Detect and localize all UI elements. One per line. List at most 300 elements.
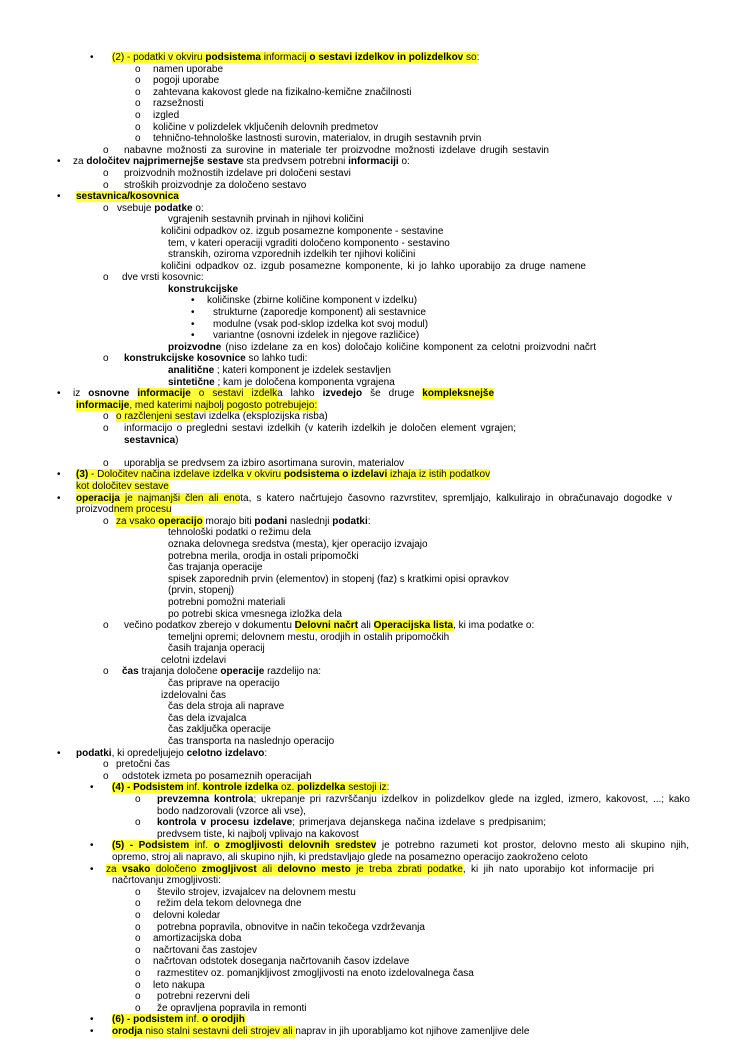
text-line <box>0 342 750 354</box>
line-text <box>153 956 409 968</box>
line-text <box>112 875 221 887</box>
text-segment: leto nakupa <box>153 979 205 991</box>
text-segment: ; primerjava dejanskega načina izdelave s predpisanim; <box>292 817 546 829</box>
text-segment: pretočni čas <box>116 759 170 771</box>
text-line <box>0 52 750 64</box>
line-text <box>153 64 223 76</box>
text-segment: ; ukrepanje pri razvrščanju izdelkov in polizdelkov glede na izgled, izmero, kakovost, ...; kako <box>253 794 690 805</box>
text-segment: razsežnosti <box>153 98 204 110</box>
text-line <box>0 701 750 713</box>
text-segment: delovni koledar <box>153 909 221 921</box>
line-text <box>157 991 250 1003</box>
highlighted-text: za vsako <box>116 515 159 527</box>
line-text <box>122 272 204 284</box>
line-text <box>168 724 271 736</box>
line-text <box>124 180 306 192</box>
text-line <box>0 771 750 783</box>
line-text <box>161 690 226 702</box>
text-segment: načrtovan odstotek doseganja načrtovanih časov izdelave <box>153 956 410 968</box>
line-text <box>124 168 351 180</box>
text-segment: čas dela stroja ali naprave <box>168 701 285 713</box>
highlighted-text: zmogljivost <box>201 863 257 875</box>
line-text <box>168 527 311 539</box>
line-text <box>116 516 371 528</box>
text-segment: odstotek izmeta po posameznih operacijah <box>122 770 312 782</box>
highlighted-text: (3) <box>76 469 89 481</box>
text-segment: ; kam je določena komponenta vgrajena <box>214 376 395 388</box>
text-segment: določitev najprimernejše sestave <box>86 156 244 168</box>
list-marker: o <box>135 98 141 110</box>
list-marker: • <box>90 52 94 63</box>
line-text <box>153 945 257 957</box>
line-text <box>73 388 494 400</box>
text-segment: modulne (vsak pod-sklop izdelka kot svoj modul) <box>213 318 429 330</box>
highlighted-text: (5) - Podsistem <box>112 840 190 852</box>
text-line <box>0 748 750 760</box>
list-marker: o <box>103 202 109 214</box>
text-segment: uporablja se predvsem za izbiro asortimana surovin, materialov <box>124 457 405 469</box>
list-marker: o <box>135 133 141 145</box>
text-segment: ; kateri komponent je izdelek sestavljen <box>214 365 391 377</box>
line-text <box>168 539 428 551</box>
list-marker: o <box>135 817 141 829</box>
highlighted-text: kompleksnejše <box>422 388 495 400</box>
line-text <box>76 481 169 493</box>
line-text <box>124 620 535 632</box>
text-segment: (prvin, stopenj) <box>168 585 235 597</box>
text-segment: o: <box>398 156 410 168</box>
text-line <box>0 226 750 238</box>
text-segment: čas <box>122 666 139 678</box>
highlighted-text: ali <box>256 863 278 875</box>
text-segment: je potrebno razumeti kot prostor, delovno mesto ali skupino njih, <box>376 840 689 852</box>
text-segment: tehnično-tehnološke lastnosti surovin, materialov, in drugih sestavnih prvin <box>153 133 482 145</box>
line-text <box>153 910 220 922</box>
text-segment: morajo biti <box>202 515 255 527</box>
highlighted-text: delovno mesto <box>277 863 351 875</box>
text-line <box>0 817 750 829</box>
text-line <box>0 597 750 609</box>
text-segment: : <box>476 52 480 63</box>
text-segment: amortizacijska doba <box>153 933 242 945</box>
text-line <box>0 168 750 180</box>
text-segment: čas transporta na naslednjo operacijo <box>168 736 335 748</box>
list-marker: o <box>135 1002 141 1014</box>
text-segment: tem, v kateri operaciji vgraditi določeno komponento - sestavino <box>168 237 450 249</box>
text-segment: stranskih, oziroma vzporednih izdelkih ter njihovi količini <box>168 249 416 261</box>
list-marker: o <box>135 121 141 133</box>
line-text <box>157 806 306 818</box>
highlighted-text: inf. <box>183 1014 203 1026</box>
text-segment: namen uporabe <box>153 63 224 75</box>
highlighted-text: (6) - podsistem <box>112 1014 184 1026</box>
line-text <box>168 214 364 226</box>
highlighted-text: informacije <box>137 388 191 400</box>
text-line <box>0 98 750 110</box>
text-line <box>0 122 750 134</box>
text-line <box>0 423 750 435</box>
text-segment: že opravljena popravila in remonti <box>157 1002 307 1014</box>
text-segment: dve vrsti kosovnic: <box>122 272 204 284</box>
text-line <box>0 724 750 736</box>
line-text <box>73 156 410 168</box>
text-line <box>0 377 750 389</box>
highlighted-text: izhaja iz istih podatkov <box>387 469 491 481</box>
list-marker: • <box>90 782 94 794</box>
line-text <box>161 261 586 273</box>
list-marker: o <box>135 794 141 805</box>
text-line <box>0 1026 750 1038</box>
text-line <box>0 980 750 992</box>
line-text <box>168 573 509 586</box>
text-line <box>0 666 750 678</box>
text-line <box>0 643 750 655</box>
text-segment: temeljni opremi; delovnem mestu, orodjih in ostalih pripomočkih <box>168 631 450 643</box>
text-segment: sta predvsem potrebni <box>243 156 349 168</box>
text-segment: celotni izdelavi <box>161 654 227 666</box>
text-segment: podatke <box>154 202 193 214</box>
line-text <box>112 782 389 794</box>
highlighted-text: kontrole izdelka <box>202 782 279 794</box>
text-line <box>0 1037 750 1049</box>
text-line <box>0 435 750 447</box>
list-marker: • <box>191 330 195 342</box>
text-line <box>0 504 750 516</box>
text-segment: o: <box>192 202 204 214</box>
highlighted-text: operacija <box>76 492 120 504</box>
text-segment: podani <box>254 515 288 527</box>
text-line <box>0 272 750 284</box>
highlighted-text: Delovni načrt <box>294 620 359 632</box>
text-line <box>0 330 750 342</box>
highlighted-text: o zmogljivosti delovnih sredstev <box>213 840 377 852</box>
line-text <box>168 632 449 644</box>
line-text <box>124 353 307 365</box>
text-segment: režim dela tekom delovnega dne <box>157 898 302 910</box>
highlighted-text: (2) - podatki v okviru <box>112 52 206 63</box>
text-line <box>0 713 750 725</box>
text-line <box>0 1003 750 1015</box>
text-line <box>0 933 750 945</box>
highlighted-text: sestavnica/kosovnica <box>76 191 179 203</box>
text-segment: podatki <box>332 515 368 527</box>
list-marker: o <box>103 457 109 469</box>
text-line <box>0 203 750 215</box>
text-line <box>0 840 750 852</box>
text-line <box>0 481 750 493</box>
text-segment: (niso izdelane za en kos) določajo količine komponent za celotni proizvodni načrt <box>221 341 596 353</box>
text-segment: naslednji <box>287 515 333 527</box>
text-line <box>0 446 750 458</box>
text-line <box>0 400 750 412</box>
text-segment: , ki opredeljujejo <box>111 747 187 759</box>
text-line <box>0 864 750 876</box>
list-marker: • <box>57 388 61 400</box>
list-marker: o <box>103 666 109 678</box>
text-line <box>0 887 750 899</box>
text-segment: oznaka delovnega sredstva (mesta), kjer operacijo izvajajo <box>168 538 428 550</box>
line-text <box>207 295 417 307</box>
text-segment: nabavne možnosti za surovine in materiale ter proizvodne možnosti izdelave drugih sestavin <box>124 144 549 156</box>
text-segment: stroških proizvodnje za določeno sestavo <box>124 179 307 191</box>
text-segment: vgrajenih sestavnih prvinah in njihovi količini <box>168 214 364 226</box>
text-segment: načrtovani čas zastojev <box>153 944 257 956</box>
list-marker: o <box>103 423 109 434</box>
list-marker: • <box>90 1014 94 1026</box>
text-segment: po potrebi skica vmesnega izložka dela <box>168 608 342 620</box>
line-text <box>112 52 479 64</box>
highlighted-text: podsistema o izdelavi <box>283 469 388 481</box>
text-segment: razmestitev oz. pomanjkljivost zmogljivosti na enoto izdelovalnega časa <box>157 967 474 979</box>
line-text <box>157 794 690 806</box>
text-line <box>0 388 750 400</box>
text-line <box>0 991 750 1003</box>
text-line <box>0 806 750 818</box>
text-segment: : <box>386 782 390 794</box>
text-segment: variantne (osnovni izdelek in njegove različice) <box>213 330 420 342</box>
line-text <box>116 411 328 423</box>
line-text <box>168 365 391 377</box>
text-line <box>0 945 750 957</box>
text-segment: količine v polizdelek vključenih delovnih predmetov <box>153 121 379 133</box>
line-text <box>157 898 302 910</box>
text-line <box>0 411 750 423</box>
text-segment: predvsem tiste, ki najbolj vplivajo na kakovost <box>157 828 359 840</box>
line-text <box>157 829 359 841</box>
text-line <box>0 493 750 505</box>
highlighted-text: Operacijska lista <box>373 620 454 632</box>
line-text <box>168 643 265 655</box>
highlighted-text: o razčlenjeni sest <box>116 411 194 423</box>
text-line <box>0 133 750 145</box>
list-marker: o <box>103 179 109 191</box>
text-line <box>0 875 750 887</box>
list-marker: o <box>135 956 141 968</box>
text-line <box>0 110 750 122</box>
line-text <box>76 748 267 760</box>
highlighted-text: o orodjih <box>202 1014 245 1026</box>
text-segment: osnovne <box>88 388 130 400</box>
line-text <box>161 655 226 667</box>
line-text <box>116 759 170 771</box>
text-line <box>0 690 750 702</box>
text-segment: strukturne (zaporedje komponent) ali sestavnice <box>213 307 426 319</box>
line-text <box>213 330 419 342</box>
line-text <box>124 145 549 157</box>
list-marker: o <box>135 979 141 991</box>
text-line <box>0 458 750 470</box>
text-segment: proizvod <box>76 504 114 516</box>
highlighted-text: niso stalni sestavni deli strojev ali <box>142 1025 296 1037</box>
list-marker: o <box>135 109 141 121</box>
line-text <box>112 1026 529 1038</box>
line-text <box>157 968 474 980</box>
list-marker: o <box>135 991 141 1003</box>
text-segment: a lahko <box>277 388 323 400</box>
highlighted-text: sestoji iz <box>345 782 387 794</box>
text-line <box>0 365 750 377</box>
text-segment: ) <box>175 434 179 446</box>
text-segment: količinske (zbirne količine komponent v izdelku) <box>207 295 418 307</box>
text-line <box>0 585 750 597</box>
list-marker: • <box>90 1025 94 1037</box>
text-line <box>0 539 750 551</box>
list-marker: o <box>103 411 109 423</box>
text-line <box>0 516 750 528</box>
text-line <box>0 956 750 968</box>
text-line <box>0 678 750 690</box>
list-marker: • <box>57 156 61 168</box>
highlighted-text: oz. <box>278 782 298 794</box>
line-text <box>157 1003 307 1015</box>
line-text <box>168 736 334 748</box>
line-text <box>168 342 596 354</box>
line-text <box>112 840 689 852</box>
list-marker: o <box>135 933 141 945</box>
text-segment: bodo nadzorovali (vzorce ali vse), <box>157 805 306 817</box>
text-line <box>0 64 750 76</box>
highlighted-text: je najmanjši člen ali eno <box>119 492 241 504</box>
text-segment: , ki ima podatke o: <box>453 620 535 632</box>
line-text <box>76 469 490 481</box>
line-text <box>157 887 356 899</box>
text-segment: sestavnica <box>124 434 176 446</box>
text-line <box>0 759 750 771</box>
line-text <box>153 98 204 110</box>
highlighted-text: je treba zbrati podatke <box>350 863 463 875</box>
text-segment: potrebna merila, orodja in ostali pripomočki <box>168 550 359 562</box>
list-marker: • <box>57 747 61 759</box>
text-segment: prevzemna kontrola <box>157 794 254 805</box>
text-segment: iz <box>73 388 89 400</box>
text-line <box>0 829 750 841</box>
line-text <box>112 852 588 864</box>
text-line <box>0 249 750 261</box>
list-marker: o <box>103 272 109 284</box>
highlighted-text: operacijo <box>158 515 203 527</box>
text-segment: avi izdelka (eksplozijska risba) <box>193 411 328 423</box>
text-segment: analitične <box>168 365 215 377</box>
list-marker: • <box>191 307 195 319</box>
text-line <box>0 736 750 748</box>
text-line <box>0 238 750 250</box>
text-segment: izvedejo <box>322 388 363 400</box>
text-segment: vsebuje <box>117 202 155 214</box>
list-marker: o <box>135 944 141 956</box>
line-text <box>168 713 246 725</box>
text-segment: trajanja določene <box>138 666 221 678</box>
line-text <box>168 551 359 563</box>
text-line <box>0 898 750 910</box>
line-text <box>161 226 443 238</box>
text-line <box>0 574 750 586</box>
text-line <box>0 319 750 331</box>
highlighted-text: informacij <box>260 52 310 63</box>
text-segment: podatki <box>76 747 112 759</box>
text-segment: količini odpadkov oz. izgub posamezne komponente, ki jo lahko uporabijo za druge namene <box>161 260 586 272</box>
highlighted-text: - Določitev načina izdelave izdelka v okviru <box>88 469 284 481</box>
line-text <box>122 771 312 783</box>
text-segment: potrebna popravila, obnovitve in način tekočega vzdrževanja <box>157 921 425 933</box>
text-segment: večino podatkov zberejo v dokumentu <box>124 620 295 632</box>
line-text <box>168 249 415 261</box>
line-text <box>124 458 404 470</box>
list-marker: • <box>191 295 195 307</box>
text-line <box>0 1014 750 1026</box>
text-segment: izdelovalni čas <box>161 689 227 701</box>
line-text <box>168 585 234 597</box>
line-text <box>168 609 342 621</box>
list-marker: o <box>103 144 109 156</box>
list-marker: o <box>135 886 141 898</box>
list-marker: o <box>103 770 109 782</box>
line-text <box>153 110 179 122</box>
line-text <box>76 504 172 516</box>
line-text <box>153 133 481 145</box>
text-segment: zahtevana kakovost glede na fizikalno-kemične značilnosti <box>153 86 412 98</box>
line-text <box>122 666 321 678</box>
text-segment: ta, s katero načrtujejo časovno razvrstitev, spremljajo, kalkulirajo in obračunavajo dogodke v <box>240 492 673 504</box>
text-segment: izgled <box>153 109 180 121</box>
line-text <box>168 678 280 690</box>
list-marker: • <box>57 492 61 504</box>
text-line <box>0 145 750 157</box>
text-segment: potrebni pomožni materiali <box>168 596 286 608</box>
list-marker: o <box>103 620 109 632</box>
text-segment: so lahko tudi: <box>245 353 308 365</box>
list-marker: o <box>135 63 141 75</box>
text-segment: število strojev, izvajalcev na delovnem mestu <box>157 886 356 898</box>
line-text <box>76 493 672 505</box>
text-line <box>0 261 750 273</box>
text-line <box>0 353 750 365</box>
list-marker: o <box>135 921 141 933</box>
text-segment: kontrola v procesu izdelave <box>157 817 293 829</box>
list-marker: • <box>191 318 195 330</box>
text-segment: proizvodne <box>168 341 222 353</box>
text-segment: informacijo o pregledni sestavi izdelkih (v katerih izdelkih je določen element vgrajen; <box>124 423 516 434</box>
highlighted-text: za <box>106 863 122 875</box>
highlighted-text: določeno <box>150 863 202 875</box>
text-segment: čas priprave na operacijo <box>168 678 280 690</box>
text-line <box>0 551 750 563</box>
text-segment: ali <box>358 620 374 632</box>
line-text <box>76 400 317 412</box>
text-line <box>0 910 750 922</box>
line-text <box>124 423 516 435</box>
list-marker: o <box>135 967 141 979</box>
text-line <box>0 632 750 644</box>
highlighted-text: (4) - Podsistem <box>112 782 184 794</box>
line-text <box>112 1014 245 1026</box>
line-text <box>168 377 395 389</box>
text-line <box>0 968 750 980</box>
text-line <box>0 284 750 296</box>
text-line <box>0 156 750 168</box>
highlighted-text: o sestavi izdelk <box>190 388 278 400</box>
highlighted-text: inf. <box>189 840 214 852</box>
highlighted-text: polizdelka <box>297 782 346 794</box>
list-marker: • <box>57 469 61 481</box>
line-text <box>124 435 179 447</box>
text-segment: : <box>264 747 268 759</box>
line-text <box>153 122 378 134</box>
list-marker: • <box>90 840 94 852</box>
text-segment: časih trajanja operacij <box>168 643 265 655</box>
list-marker: o <box>135 909 141 921</box>
text-segment: pogoji uporabe <box>153 75 220 87</box>
line-text <box>153 933 241 945</box>
